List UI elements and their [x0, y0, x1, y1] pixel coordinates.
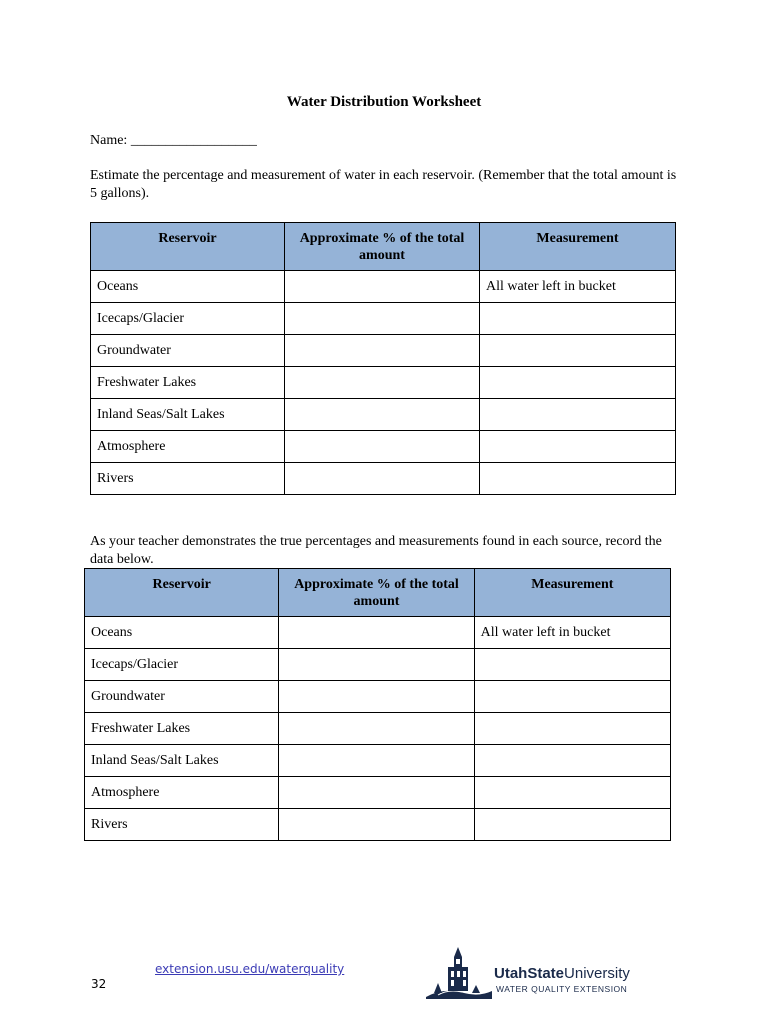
reservoir-cell: Groundwater: [85, 681, 279, 713]
measurement-cell[interactable]: [480, 399, 676, 431]
measurement-cell[interactable]: [474, 713, 670, 745]
reservoir-cell: Inland Seas/Salt Lakes: [91, 399, 285, 431]
measurement-cell[interactable]: [474, 809, 670, 841]
header-reservoir: Reservoir: [91, 223, 285, 271]
header-measurement: Measurement: [474, 569, 670, 617]
table-row: [85, 681, 671, 713]
page-number: 32: [91, 977, 107, 991]
reservoir-cell: Atmosphere: [85, 777, 279, 809]
percent-cell[interactable]: [279, 809, 474, 841]
reservoir-cell: Icecaps/Glacier: [91, 303, 285, 335]
percent-cell[interactable]: [285, 303, 480, 335]
measurement-cell[interactable]: All water left in bucket: [474, 617, 670, 649]
actual-data-table: [84, 568, 671, 841]
percent-cell[interactable]: [285, 367, 480, 399]
percent-cell[interactable]: [279, 617, 474, 649]
reservoir-cell: Icecaps/Glacier: [85, 649, 279, 681]
table-row: [85, 649, 671, 681]
percent-cell[interactable]: [285, 271, 480, 303]
header-approx-percent: Approximate % of the total amount: [279, 569, 474, 617]
percent-cell[interactable]: [285, 431, 480, 463]
measurement-cell[interactable]: [480, 367, 676, 399]
table-header-row: [91, 223, 676, 271]
reservoir-cell: Atmosphere: [91, 431, 285, 463]
reservoir-cell: Groundwater: [91, 335, 285, 367]
table-header-row: [85, 569, 671, 617]
percent-cell[interactable]: [279, 777, 474, 809]
logo-wordmark: [494, 965, 630, 983]
estimate-table: [90, 222, 676, 495]
measurement-cell[interactable]: [474, 777, 670, 809]
header-approx-percent: Approximate % of the total amount: [285, 223, 480, 271]
measurement-cell[interactable]: [480, 431, 676, 463]
instructions-estimate: Estimate the percentage and measurement of water in each reservoir. (Remember that the total amount is 5 gallons).: [90, 168, 677, 201]
measurement-cell[interactable]: [474, 745, 670, 777]
instructions-record: As your teacher demonstrates the true percentages and measurements found in each source, record the data below.: [90, 534, 662, 567]
extension-link[interactable]: extension.usu.edu/waterquality: [155, 962, 345, 976]
logo-bold-text: UtahState: [494, 965, 565, 982]
reservoir-cell: Oceans: [85, 617, 279, 649]
logo-subtitle: WATER QUALITY EXTENSION: [496, 984, 628, 994]
table-row: [85, 777, 671, 809]
reservoir-cell: Rivers: [91, 463, 285, 495]
measurement-cell[interactable]: [480, 335, 676, 367]
worksheet-title: Water Distribution Worksheet: [286, 94, 482, 110]
measurement-cell[interactable]: [480, 463, 676, 495]
percent-cell[interactable]: [279, 745, 474, 777]
table-row: [85, 745, 671, 777]
table-row: [85, 713, 671, 745]
reservoir-cell: Inland Seas/Salt Lakes: [85, 745, 279, 777]
table-row: [91, 463, 676, 495]
reservoir-cell: Freshwater Lakes: [91, 367, 285, 399]
table-row: [91, 271, 676, 303]
table-row: [91, 303, 676, 335]
measurement-cell[interactable]: [474, 649, 670, 681]
table-row: [91, 335, 676, 367]
old-main-tower-icon: [424, 943, 494, 999]
header-measurement: Measurement: [480, 223, 676, 271]
measurement-cell[interactable]: [480, 303, 676, 335]
table-row: [91, 399, 676, 431]
header-reservoir: Reservoir: [85, 569, 279, 617]
percent-cell[interactable]: [285, 463, 480, 495]
percent-cell[interactable]: [285, 335, 480, 367]
reservoir-cell: Freshwater Lakes: [85, 713, 279, 745]
name-field-label: Name: __________________: [90, 133, 257, 148]
reservoir-cell: Oceans: [91, 271, 285, 303]
table-row: [91, 431, 676, 463]
logo-regular-text: University: [564, 965, 630, 982]
percent-cell[interactable]: [279, 713, 474, 745]
table-row: [85, 809, 671, 841]
percent-cell[interactable]: [279, 681, 474, 713]
reservoir-cell: Rivers: [85, 809, 279, 841]
percent-cell[interactable]: [279, 649, 474, 681]
table-row: [85, 617, 671, 649]
measurement-cell[interactable]: All water left in bucket: [480, 271, 676, 303]
table-row: [91, 367, 676, 399]
usu-logo: [424, 943, 634, 999]
percent-cell[interactable]: [285, 399, 480, 431]
measurement-cell[interactable]: [474, 681, 670, 713]
